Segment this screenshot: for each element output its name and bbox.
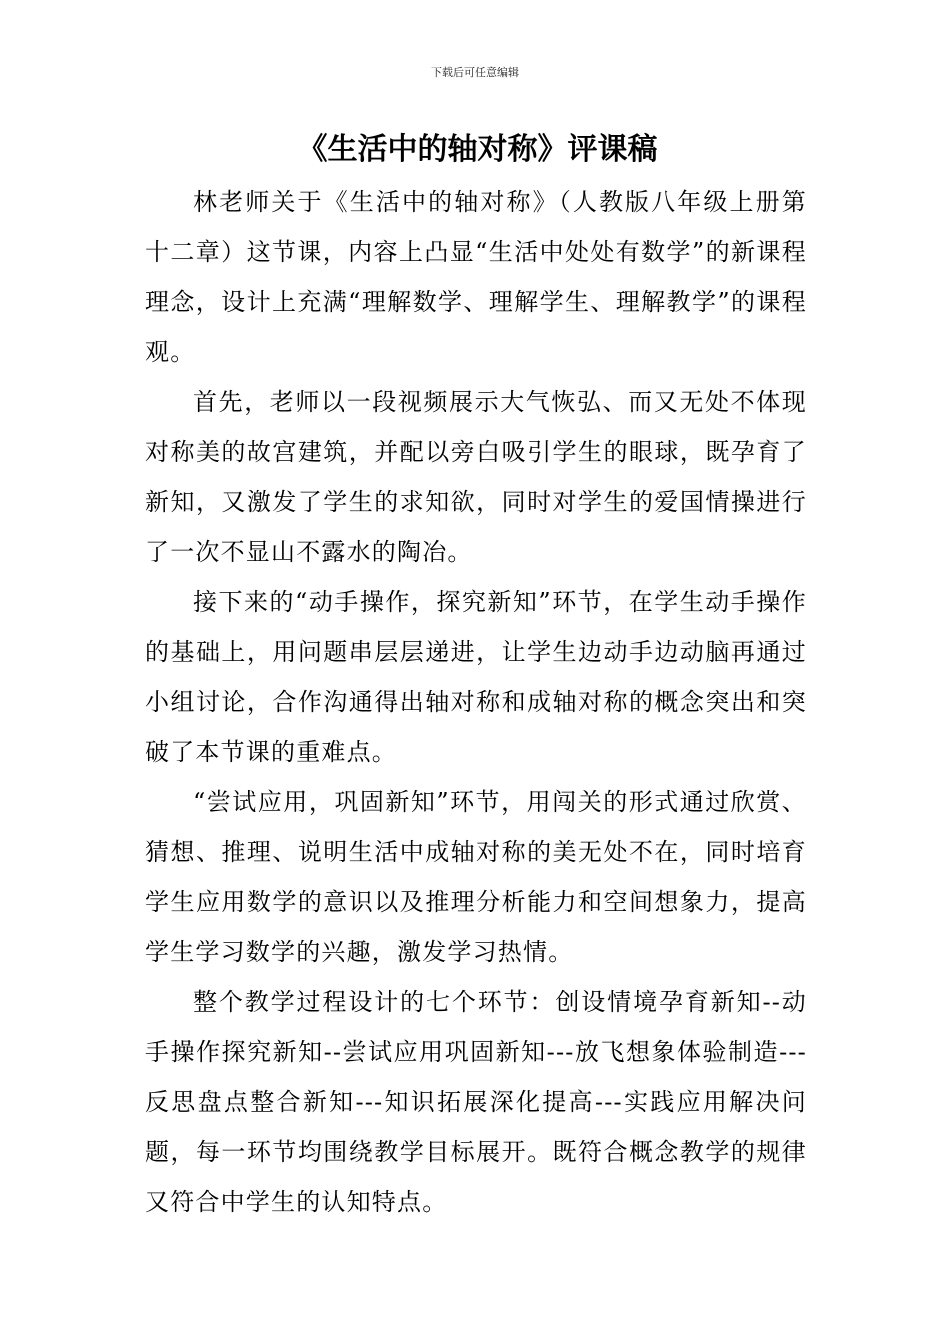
document-title: 《生活中的轴对称》评课稿 — [297, 132, 658, 167]
document-body — [145, 177, 807, 1227]
header-note: 下载后可任意编辑 — [431, 66, 519, 79]
paragraph: 接下来的“动手操作，探究新知”环节，在学生动手操作的基础上，用问题串层层递进，让学生边动手边动脑再通过小组讨论，合作沟通得出轴对称和成轴对称的概念突出和突破了本节课的重难点。 — [145, 588, 807, 766]
paragraph: 首先，老师以一段视频展示大气恢弘、而又无处不体现对称美的故宫建筑，并配以旁白吸引学生的眼球，既孕育了新知，又激发了学生的求知欲，同时对学生的爱国情操进行了一次不显山不露水的陶冶。 — [145, 388, 807, 566]
paragraph: 林老师关于《生活中的轴对称》（人教版八年级上册第十二章）这节课，内容上凸显“生活中处处有数学”的新课程理念，设计上充满“理解数学、理解学生、理解教学”的课程观。 — [145, 188, 807, 366]
paragraph: 整个教学过程设计的七个环节：创设情境孕育新知--动手操作探究新知--尝试应用巩固新知---放飞想象体验制造---反思盘点整合新知---知识拓展深化提高---实践应用解决问题，每一环节均围绕教学目标展开。既符合概念教学的规律又符合中学生的认知特点。 — [145, 988, 807, 1216]
paragraph: “尝试应用，巩固新知”环节，用闯关的形式通过欣赏、猜想、推理、说明生活中成轴对称的美无处不在，同时培育学生应用数学的意识以及推理分析能力和空间想象力，提高学生学习数学的兴趣，激发学习热情。 — [145, 788, 807, 966]
